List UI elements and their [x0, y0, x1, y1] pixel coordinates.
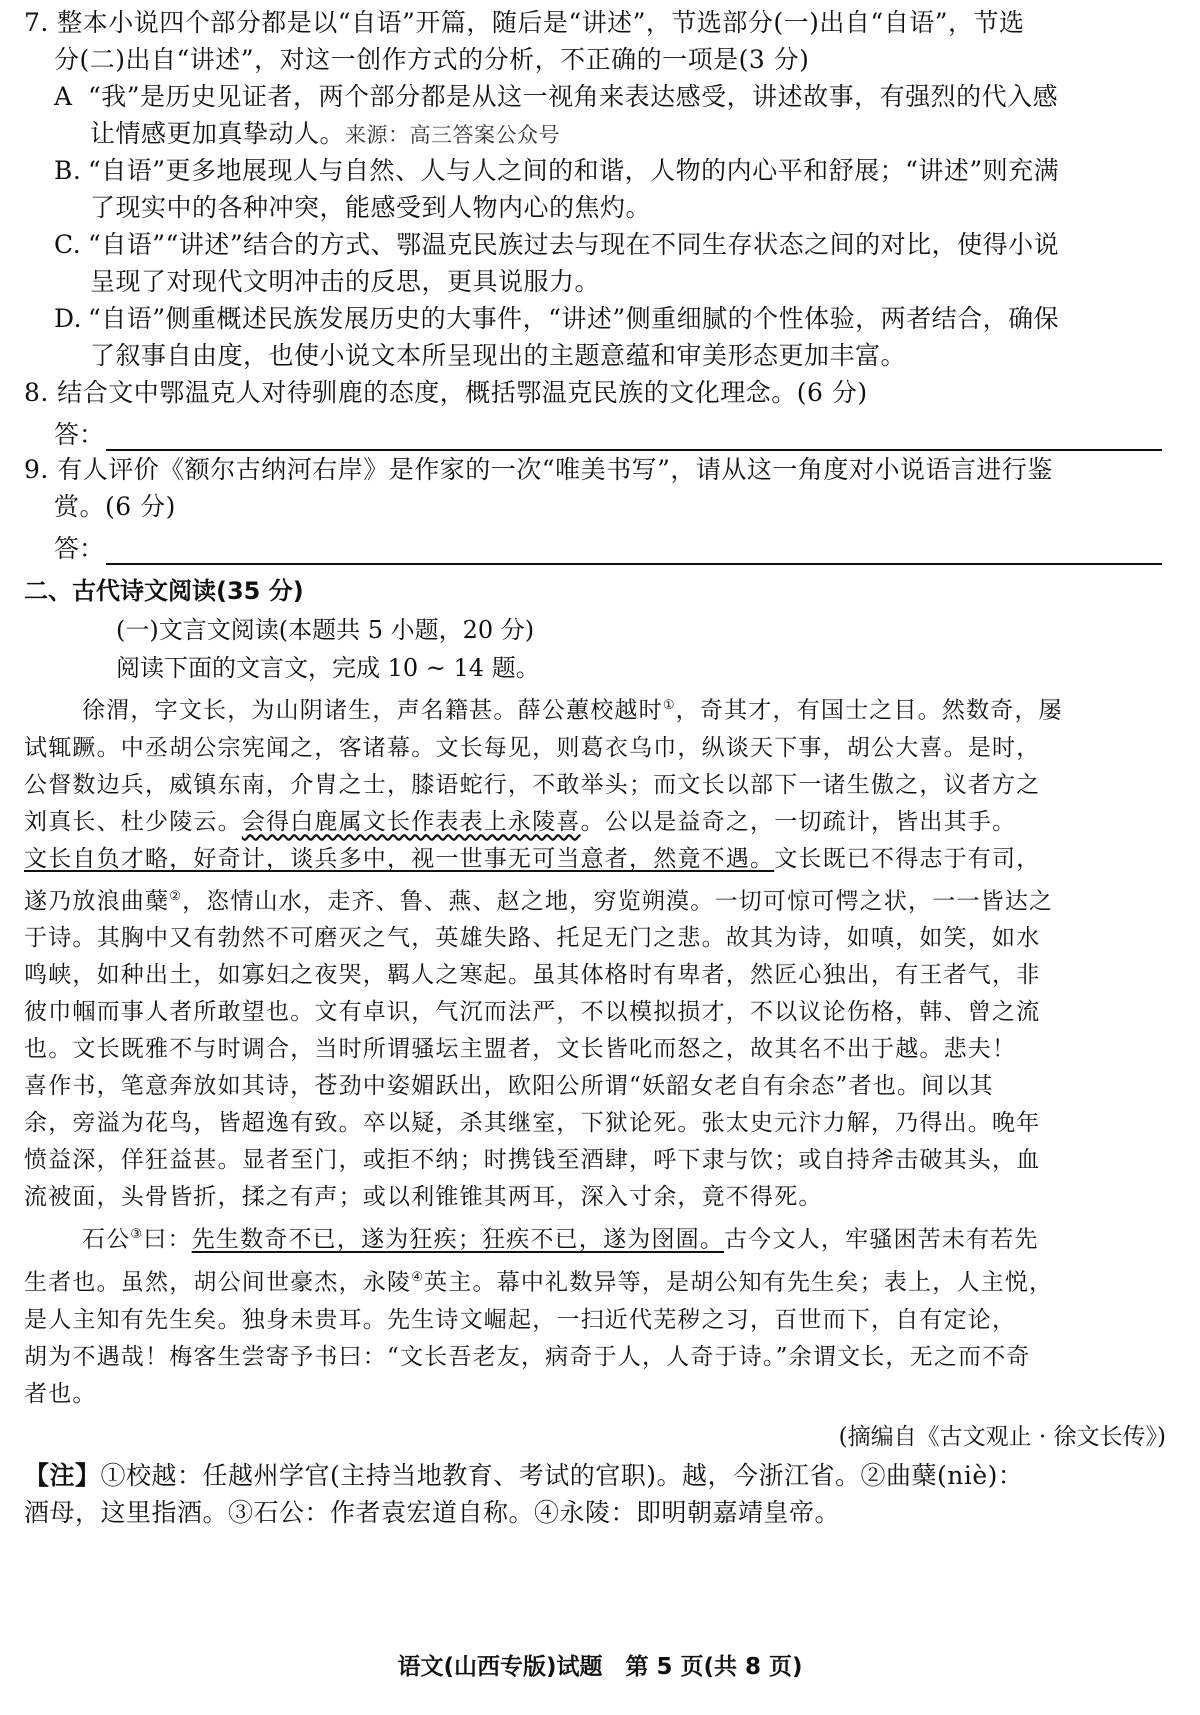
passage-line-17: 是人主知有先生矣。独身未贵耳。先生诗文崛起，一扫近代芜秽之习，百世而下，自有定论， — [24, 1306, 1017, 1333]
underlined-sentence-1: 文长自负才略，好奇计，谈兵多中，视一世事无可当意者，然竟不遇。 — [24, 845, 775, 872]
passage-line-5 — [24, 841, 1170, 878]
annotation-text: ①校越：任越州学官(主持当地教育、考试的官职)。越，今浙江省。②曲蘖(niè)： — [100, 1460, 1024, 1490]
reading-instruction: 阅读下面的文言文，完成 10 ~ 14 题。 — [116, 654, 540, 682]
passage-text: 文长既已不得志于有司， — [774, 845, 1041, 872]
q7-option-a-line-1 — [24, 78, 1170, 115]
passage-text: 石公 — [82, 1226, 131, 1253]
passage-text: 英主。幕中礼数异等，是胡公知有先生矣；表上，人主悦， — [424, 1269, 1054, 1296]
passage-line-13: 愤益深，佯狂益甚。显者至门，或拒不纳；时携钱至酒肆，呼下隶与饮；或自持斧击破其头，血 — [24, 1147, 1041, 1174]
passage-text: 。公以是益奇之，一切疏计，皆出其手。 — [580, 808, 1017, 835]
passage-text: 刘真长、杜少陵云。 — [24, 808, 242, 835]
passage-line-6 — [24, 878, 1170, 921]
passage-line-7: 于诗。其胸中又有勃然不可磨灭之气，英雄失路、托足无门之悲。故其为诗，如嗔，如笑，如水 — [24, 925, 1041, 952]
passage-line-8: 鸣峡，如种出土，如寡妇之夜哭，羁人之寒起。虽其体格时有卑者，然匠心独出，有王者气，非 — [24, 962, 1041, 989]
q7-option-c-line-2: 呈现了对现代文明冲击的反思，更具说服力。 — [90, 267, 601, 296]
option-c-tag: C. — [54, 230, 82, 259]
q8-answer-line[interactable] — [106, 419, 1162, 451]
annotation-label: 【注】 — [24, 1460, 101, 1490]
option-b-tag: B. — [54, 156, 82, 185]
passage-text: 古今文人，牢骚困苦未有若先 — [724, 1226, 1039, 1253]
q7-option-a-line-2 — [24, 115, 1170, 152]
annotation-line-1 — [24, 1457, 1170, 1494]
option-d-text-1: “自语”侧重概述民族发展历史的大事件，“讲述”侧重细腻的个性体验，两者结合，确保 — [88, 304, 1060, 333]
passage-line-4 — [24, 804, 1170, 841]
question-9 — [24, 451, 1170, 565]
question-8 — [24, 374, 1170, 451]
q8-answer-row — [24, 411, 1170, 451]
passage-line-18: 胡为不遇哉！梅客生尝寄予书曰：“文长吾老友，病奇于人，人奇于诗。”余谓文长，无之而不奇 — [24, 1343, 1031, 1370]
option-a-text-1: “我”是历史见证者，两个部分都是从这一视角来表达感受，讲述故事，有强烈的代入感 — [88, 82, 1059, 111]
note-marker-1: ① — [662, 698, 676, 713]
classical-passage — [24, 687, 1170, 1413]
note-marker-4: ④ — [411, 1269, 425, 1285]
passage-line-15 — [24, 1216, 1170, 1259]
passage-source: (摘编自《古文观止 · 徐文长传》) — [838, 1423, 1166, 1450]
annotations — [24, 1457, 1170, 1531]
q7-option-b-line-2: 了现实中的各种冲突，能感受到人物内心的焦灼。 — [90, 193, 652, 222]
note-marker-2: ② — [169, 888, 183, 904]
q7-stem-line-2: 分(二)出自“讲述”，对这一创作方式的分析，不正确的一项是(3 分) — [54, 45, 810, 74]
q7-option-d-line-1 — [24, 300, 1170, 337]
subsection-title: (一)文言文阅读(本题共 5 小题，20 分) — [116, 616, 535, 644]
passage-line-9: 彼巾帼而事人者所敢望也。文有卓识，气沉而法严，不以模拟损才，不以议论伤格，韩、曾之流 — [24, 999, 1041, 1026]
source-watermark-text: 来源：高三答案公众号 — [345, 123, 561, 147]
passage-line-11: 喜作书，笔意奔放如其诗，苍劲中姿媚跃出，欧阳公所谓“妖韶女老自有余态”者也。间以其 — [24, 1073, 994, 1100]
q7-option-d-line-2: 了叙事自由度，也使小说文本所呈现出的主题意蕴和审美形态更加丰富。 — [90, 341, 907, 370]
q9-answer-label: 答： — [54, 534, 105, 563]
q9-answer-row — [24, 525, 1170, 565]
passage-line-12: 余，旁溢为花鸟，皆超逸有致。卒以疑，杀其继室，下狱论死。张太史元汴力解，乃得出。晚年 — [24, 1110, 1041, 1137]
passage-line-2: 试辄蹶。中丞胡公宗宪闻之，客诸幕。文长每见，则葛衣乌巾，纵谈天下事，胡公大喜。是时， — [24, 734, 1041, 761]
section-title: 二、古代诗文阅读(35 分) — [24, 577, 304, 605]
q9-answer-line[interactable] — [106, 533, 1162, 565]
option-d-tag: D. — [54, 304, 83, 333]
passage-text: 遂乃放浪曲蘖 — [24, 888, 170, 915]
question-7 — [24, 4, 1170, 374]
passage-line-19: 者也。 — [24, 1380, 97, 1407]
option-b-text-1: “自语”更多地展现人与自然、人与人之间的和谐，人物的内心平和舒展；“讲述”则充满 — [88, 156, 1060, 185]
passage-text: 生者也。虽然，胡公间世豪杰，永陵 — [24, 1269, 412, 1296]
q9-stem-line-1: 9. 有人评价《额尔古纳河右岸》是作家的一次“唯美书写”，请从这一角度对小说语言进行鉴 — [24, 455, 1053, 484]
option-a-tag: A — [54, 82, 73, 111]
q9-stem-line-2: 赏。(6 分) — [54, 492, 176, 521]
wavy-underlined-sentence: 会得白鹿属文长作表表上永陵喜 — [241, 808, 581, 835]
passage-text: ，奇其才，有国士之目。然数奇，屡 — [675, 697, 1063, 724]
note-marker-3: ③ — [130, 1227, 144, 1243]
passage-line-16 — [24, 1259, 1170, 1302]
q7-option-b-line-1 — [24, 152, 1170, 189]
option-a-text-2: 让情感更加真挚动人。 — [90, 119, 346, 148]
passage-line-1 — [24, 687, 1170, 730]
option-c-text-1: “自语”“讲述”结合的方式、鄂温克民族过去与现在不同生存状态之间的对比，使得小说 — [88, 230, 1060, 259]
page-footer: 语文(山西专版)试题 第 5 页(共 8 页) — [397, 1654, 803, 1680]
q7-option-c-line-1 — [24, 226, 1170, 263]
passage-line-3: 公督数边兵，威镇东南，介胄之士，膝语蛇行，不敢举头；而文长以部下一诸生傲之，议者方之 — [24, 771, 1041, 798]
q7-stem-line-1: 7. 整本小说四个部分都是以“自语”开篇，随后是“讲述”，节选部分(一)出自“自语”，节选 — [24, 8, 1025, 37]
passage-text: 曰： — [143, 1226, 192, 1253]
passage-text: 徐渭，字文长，为山阴诸生，声名籍甚。薛公蕙校越时 — [82, 697, 663, 724]
q8-stem: 8. 结合文中鄂温克人对待驯鹿的态度，概括鄂温克民族的文化理念。(6 分) — [24, 378, 868, 407]
underlined-sentence-2: 先生数奇不已，遂为狂疾；狂疾不已，遂为囹圄。 — [191, 1226, 725, 1253]
q8-answer-label: 答： — [54, 420, 105, 449]
passage-line-14: 流被面，头骨皆折，揉之有声；或以利锥锥其两耳，深入寸余，竟不得死。 — [24, 1184, 823, 1211]
passage-line-10: 也。文长既雅不与时调合，当时所谓骚坛主盟者，文长皆叱而怒之，故其名不出于越。悲夫！ — [24, 1036, 1017, 1063]
passage-text: ，恣情山水，走齐、鲁、燕、赵之地，穷览朔漠。一切可惊可愕之状，一一皆达之 — [182, 888, 1054, 915]
annotation-line-2: 酒母，这里指酒。③石公：作者袁宏道自称。④永陵：即明朝嘉靖皇帝。 — [24, 1497, 841, 1527]
